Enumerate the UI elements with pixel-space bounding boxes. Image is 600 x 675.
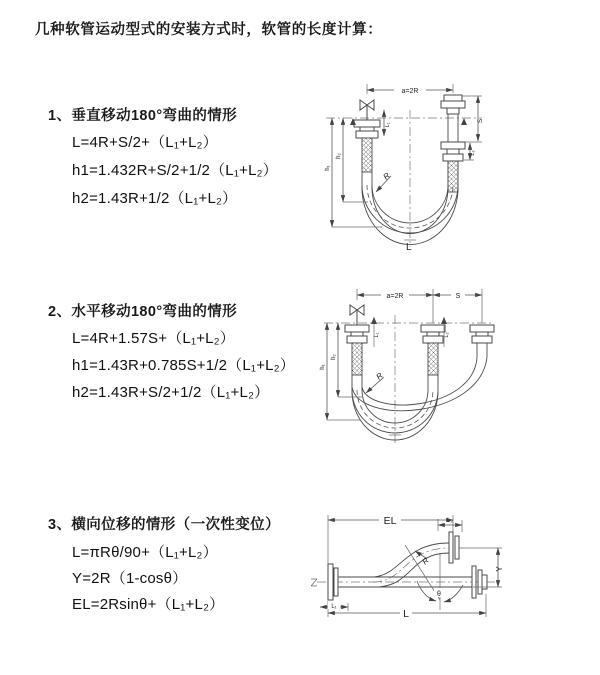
dim-label-el: EL (383, 515, 397, 527)
up-arrow-icon (461, 118, 467, 125)
radius-label: R (381, 170, 392, 182)
dim-label-h2: h₂ (331, 354, 337, 360)
dim-label-l1: L₁ (385, 122, 391, 128)
angle-arc-arrow (417, 581, 436, 601)
diagram-horizontal-180-bend (312, 285, 592, 450)
flange-assembly (470, 325, 494, 343)
flange-left (328, 564, 338, 600)
section-3-formula-el: EL=2Rsinθ+（L₁+L₂） (72, 596, 225, 613)
dim-label-h2: h₂ (336, 153, 342, 159)
dim-label-l: L (403, 608, 409, 620)
dim-label-h1: h₁ (325, 165, 331, 171)
dim-label-l2: L₂ (470, 150, 476, 156)
section-3-formula-l: L=πRθ/90+（L₁+L₂） (72, 544, 218, 561)
pipe-end-cap (444, 95, 462, 101)
section-2-formula-h1: h1=1.43R+0.785S+1/2（L₁+L₂） (72, 357, 295, 374)
dim-label-l2: L₂ (447, 518, 453, 524)
dim-label-s: S (477, 118, 484, 124)
section-2-formula-l: L=4R+1.57S+（L₁+L₂） (72, 330, 235, 347)
flange-upper-right (449, 532, 459, 563)
diagram-vertical-180-bend (312, 80, 592, 255)
dim-label-s: S (455, 293, 461, 300)
flange-plate (354, 120, 380, 127)
flange-plate (441, 101, 465, 108)
up-arrow-icon (441, 317, 447, 324)
dim-label-h1: h₁ (320, 364, 326, 370)
valve-icon (350, 305, 364, 325)
section-1-heading: 1、垂直移动180°弯曲的情形 (48, 108, 238, 124)
hose-top-wall (338, 543, 449, 577)
section-1-formula-l: L=4R+S/2+（L₁+L₂） (72, 134, 218, 151)
page-title: 几种软管运动型式的安装方式时，软管的长度计算： (35, 22, 383, 38)
flange-assembly (421, 325, 445, 375)
dim-label-l1: L₁ (374, 332, 380, 338)
dim-label-width: a=2R (386, 293, 404, 300)
section-2-formula-h2: h2=1.43R+S/2+1/2（L₁+L₂） (72, 384, 270, 401)
section-3-heading: 3、横向位移的情形（一次性变位） (48, 517, 280, 533)
dim-label-y: Y (495, 566, 504, 572)
flange-plate-lower (441, 142, 465, 149)
diagram-lateral-displacement (305, 505, 600, 635)
section-1-formula-h2: h2=1.43R+1/2（L₁+L₂） (72, 190, 238, 207)
section-1-formula-h1: h1=1.432R+S/2+1/2（L₁+L₂） (72, 162, 278, 179)
section-3-formula-y: Y=2R（1-cosθ） (72, 570, 188, 587)
centerline-break-icon (311, 579, 317, 586)
valve-icon (360, 100, 374, 120)
angle-arc-arrow (444, 585, 463, 602)
flange-right-ghost (472, 566, 487, 598)
flange-assembly (345, 325, 369, 375)
radius-label: R (420, 555, 431, 567)
length-label: L (406, 242, 412, 253)
section-2-heading: 2、水平移动180°弯曲的情形 (48, 304, 238, 320)
dim-label-l2: L₂ (444, 332, 450, 338)
up-arrow-icon (371, 317, 377, 324)
angle-label: θ (437, 591, 441, 598)
braided-hose-section (362, 138, 372, 172)
dim-label-width: a=2R (401, 88, 419, 95)
dim-label-l1: L₁ (331, 604, 337, 610)
radius-label: R (374, 370, 385, 382)
